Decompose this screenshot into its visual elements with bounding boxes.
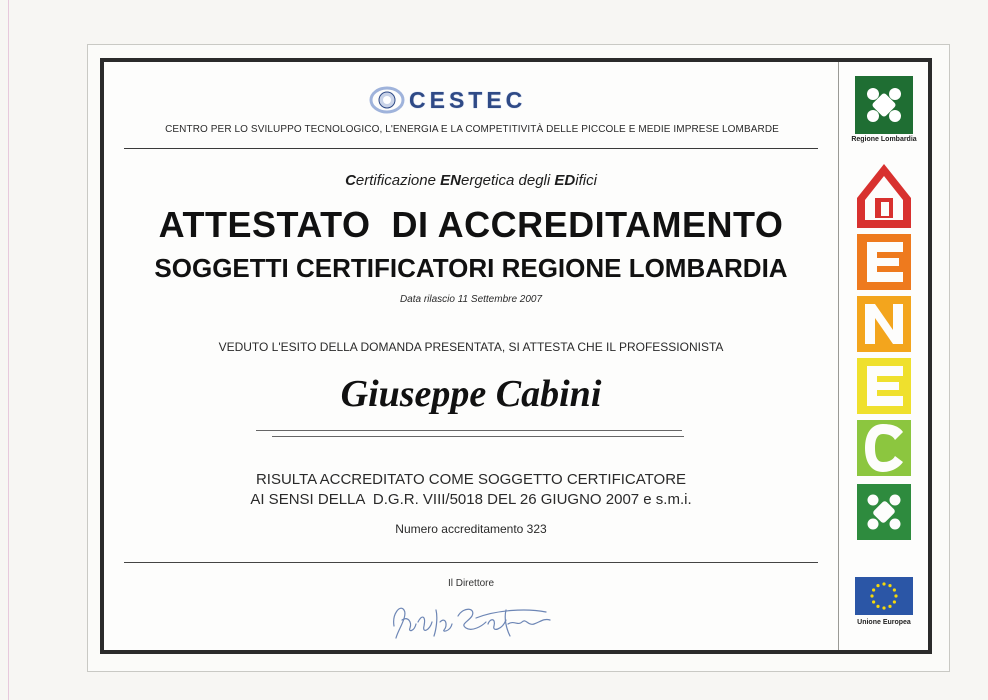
- director-signature: [386, 596, 556, 642]
- eu-star: [893, 600, 896, 603]
- eu-star: [872, 588, 875, 591]
- subtitle-initial-c: C: [345, 172, 356, 189]
- organization-name: CENTRO PER LO SVILUPPO TECNOLOGICO, L'ENERGIA E LA COMPETITIVITÀ DELLE PICCOLE E MEDIE IMPRESE LOMBARDE: [165, 124, 779, 135]
- eu-stars-icon: [855, 577, 913, 615]
- attestation-text: VEDUTO L'ESITO DELLA DOMANDA PRESENTATA, SI ATTESTA CHE IL PROFESSIONISTA: [218, 340, 724, 354]
- regione-lombardia-label: Regione Lombardia: [851, 136, 917, 143]
- sidebar-divider: [838, 62, 839, 650]
- subtitle-initials-en: EN: [440, 172, 461, 189]
- name-underline-secondary: [272, 436, 684, 437]
- eu-flag: [855, 577, 913, 615]
- subtitle-part-1: ertificazione: [355, 172, 441, 189]
- certificate-program: [124, 172, 818, 189]
- footer-rule: [124, 562, 818, 563]
- eu-star: [888, 605, 891, 608]
- cened-letter-e-yellow: [857, 358, 911, 414]
- subtitle-part-3: ifici: [575, 172, 597, 189]
- accreditation-statement-line-2: AI SENSI DELLA D.G.R. VIII/5018 DEL 26 GIUGNO 2007 e s.m.i.: [250, 491, 692, 508]
- cestec-logo: [369, 84, 573, 116]
- accreditation-number-label: Numero accreditamento: [395, 522, 527, 536]
- cened-emblem: [855, 162, 913, 550]
- scan-edge-line: [8, 0, 9, 700]
- eu-star: [876, 605, 879, 608]
- eu-star: [894, 594, 897, 597]
- header-rule: [124, 148, 818, 149]
- eu-star: [882, 582, 885, 585]
- accreditation-number: 323: [526, 522, 547, 536]
- cened-letter-e-orange: [857, 234, 911, 290]
- cestec-wordmark: CESTEC: [409, 87, 527, 113]
- cened-rosa-camuna-green: [857, 484, 911, 540]
- cestec-globe-icon: [369, 84, 405, 116]
- regione-lombardia-logo: [855, 76, 913, 134]
- cened-house-roof: [857, 164, 911, 228]
- cened-letter-c-lime: [857, 420, 911, 476]
- director-label: Il Direttore: [447, 578, 495, 589]
- issue-date: Data rilascio 11 Settembre 2007: [399, 294, 543, 305]
- certificate-subtitle: SOGGETTI CERTIFICATORI REGIONE LOMBARDIA: [154, 253, 788, 283]
- accreditation-number-line: [124, 522, 818, 536]
- eu-star: [872, 600, 875, 603]
- eu-star: [893, 588, 896, 591]
- subtitle-initials-ed: ED: [554, 172, 576, 189]
- eu-star: [870, 594, 873, 597]
- rosa-camuna-icon: [855, 76, 913, 134]
- certificate-title: ATTESTATO DI ACCREDITAMENTO: [158, 204, 784, 245]
- eu-star: [888, 584, 891, 587]
- eu-label: Unione Europea: [857, 619, 911, 626]
- subtitle-part-2: ergetica degli: [460, 172, 555, 189]
- eu-star: [876, 584, 879, 587]
- accreditation-statement-line-1: RISULTA ACCREDITATO COME SOGGETTO CERTIFICATORE: [255, 471, 687, 488]
- eu-star: [882, 606, 885, 609]
- recipient-name: Giuseppe Cabini: [340, 373, 602, 415]
- cened-letter-n-amber: [857, 296, 911, 352]
- name-underline: [256, 430, 682, 431]
